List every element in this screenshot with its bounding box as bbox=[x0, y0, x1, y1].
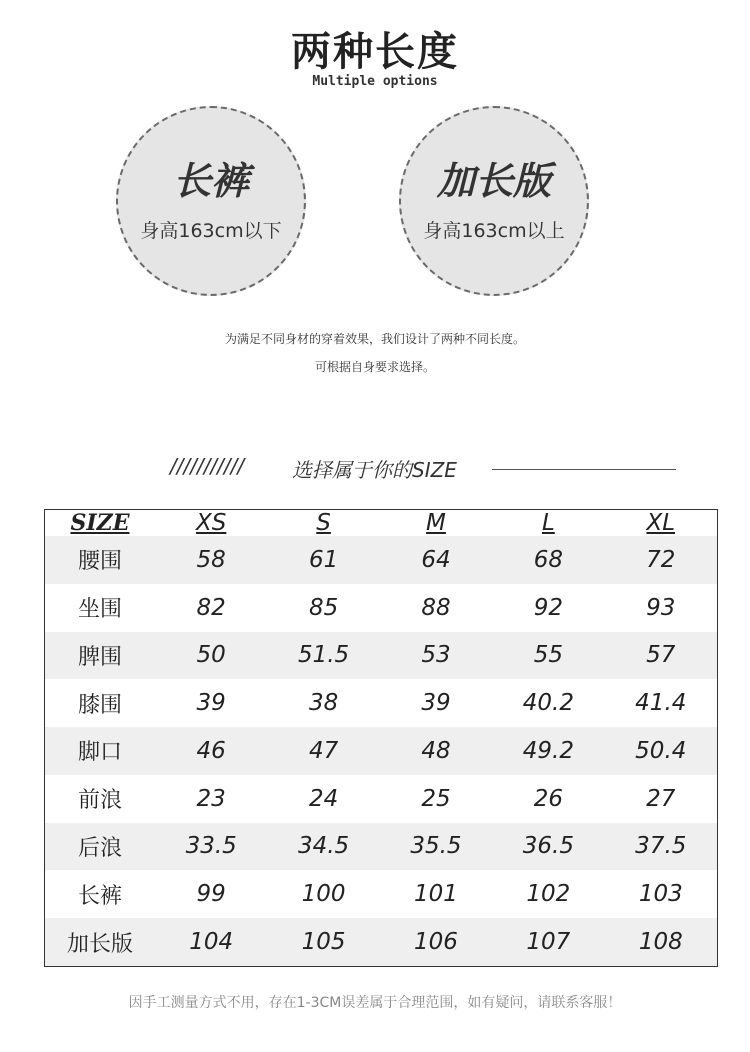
table-cell: 46 bbox=[196, 737, 226, 764]
page-title: 两种长度 bbox=[291, 29, 459, 75]
table-cell: 58 bbox=[196, 546, 226, 573]
row-label: 脚口 bbox=[77, 740, 122, 766]
option-name: 加长版 bbox=[436, 159, 551, 203]
column-header: XS bbox=[196, 510, 227, 536]
table-cell: 105 bbox=[301, 929, 346, 956]
row-label: 加长版 bbox=[66, 931, 133, 957]
table-cell: 88 bbox=[421, 594, 451, 621]
table-cell: 48 bbox=[421, 737, 451, 764]
table-cell: 102 bbox=[526, 881, 571, 908]
table-cell: 55 bbox=[533, 642, 563, 669]
row-label: 膝围 bbox=[77, 692, 122, 718]
table-row bbox=[45, 775, 717, 823]
table-cell: 34.5 bbox=[297, 833, 350, 860]
table-row bbox=[45, 727, 717, 775]
table-cell: 82 bbox=[196, 594, 226, 621]
table-corner-label: SIZE bbox=[70, 510, 130, 536]
table-cell: 50.4 bbox=[635, 737, 687, 764]
table-cell: 92 bbox=[533, 594, 563, 621]
row-label: 后浪 bbox=[77, 835, 122, 861]
table-cell: 40.2 bbox=[522, 690, 574, 717]
table-cell: 24 bbox=[308, 785, 339, 812]
row-label: 前浪 bbox=[77, 788, 122, 814]
footer-disclaimer: 因手工测量方式不用，存在1-3CM误差属于合理范围，如有疑问，请联系客服！ bbox=[128, 995, 622, 1011]
table-cell: 37.5 bbox=[635, 833, 687, 860]
table-cell: 51.5 bbox=[297, 642, 350, 669]
table-cell: 72 bbox=[646, 546, 676, 573]
table-cell: 38 bbox=[308, 690, 339, 717]
table-row bbox=[45, 536, 717, 584]
page-subtitle: Multiple options bbox=[312, 74, 438, 89]
option-circle-long bbox=[399, 106, 589, 296]
table-cell: 26 bbox=[533, 785, 563, 812]
table-cell: 50 bbox=[196, 642, 226, 669]
option-desc: 身高163cm以上 bbox=[423, 220, 565, 242]
table-cell: 36.5 bbox=[522, 833, 574, 860]
table-cell: 53 bbox=[421, 642, 451, 669]
option-circle-regular bbox=[116, 106, 306, 296]
table-cell: 61 bbox=[308, 546, 339, 573]
table-cell: 104 bbox=[189, 929, 234, 956]
table-cell: 39 bbox=[196, 690, 226, 717]
note-line-1: 为满足不同身材的穿着效果，我们设计了两种不同长度。 bbox=[224, 332, 525, 346]
row-label: 坐围 bbox=[77, 597, 122, 623]
table-cell: 57 bbox=[646, 642, 676, 669]
row-label: 长裤 bbox=[77, 883, 122, 909]
option-name: 长裤 bbox=[172, 159, 249, 203]
row-label: 腰围 bbox=[77, 549, 122, 575]
table-cell: 23 bbox=[196, 785, 226, 812]
table-row bbox=[45, 870, 717, 918]
note-line-2: 可根据自身要求选择。 bbox=[314, 360, 435, 374]
table-cell: 101 bbox=[414, 881, 458, 908]
column-header: XL bbox=[646, 510, 676, 536]
table-cell: 47 bbox=[308, 737, 339, 764]
table-cell: 64 bbox=[421, 546, 451, 573]
table-header-row bbox=[45, 510, 717, 536]
slash-decoration: /////////// bbox=[170, 454, 245, 478]
column-header: L bbox=[541, 510, 555, 536]
size-heading-text: 选择属于你的SIZE bbox=[292, 458, 457, 482]
table-cell: 103 bbox=[638, 881, 683, 908]
table-cell: 49.2 bbox=[522, 737, 574, 764]
heading-divider bbox=[492, 469, 676, 470]
table-cell: 33.5 bbox=[185, 833, 237, 860]
table-row bbox=[45, 918, 717, 966]
table-cell: 93 bbox=[646, 594, 676, 621]
table-row bbox=[45, 679, 717, 727]
table-row bbox=[45, 584, 717, 632]
table-cell: 39 bbox=[421, 690, 451, 717]
column-header: S bbox=[316, 510, 331, 536]
table-cell: 25 bbox=[421, 785, 451, 812]
table-cell: 100 bbox=[301, 881, 346, 908]
table-cell: 108 bbox=[638, 929, 683, 956]
table-cell: 106 bbox=[414, 929, 458, 956]
table-cell: 85 bbox=[308, 594, 339, 621]
size-table bbox=[44, 509, 718, 967]
table-cell: 68 bbox=[533, 546, 563, 573]
table-cell: 35.5 bbox=[410, 833, 462, 860]
row-label: 脾围 bbox=[77, 644, 122, 670]
option-desc: 身高163cm以下 bbox=[140, 220, 282, 242]
table-cell: 99 bbox=[196, 881, 226, 908]
table-row bbox=[45, 632, 717, 680]
table-cell: 27 bbox=[646, 785, 676, 812]
size-section-heading bbox=[170, 452, 690, 482]
table-cell: 41.4 bbox=[635, 690, 687, 717]
table-cell: 107 bbox=[526, 929, 571, 956]
table-row bbox=[45, 823, 717, 871]
column-header: M bbox=[426, 510, 446, 536]
